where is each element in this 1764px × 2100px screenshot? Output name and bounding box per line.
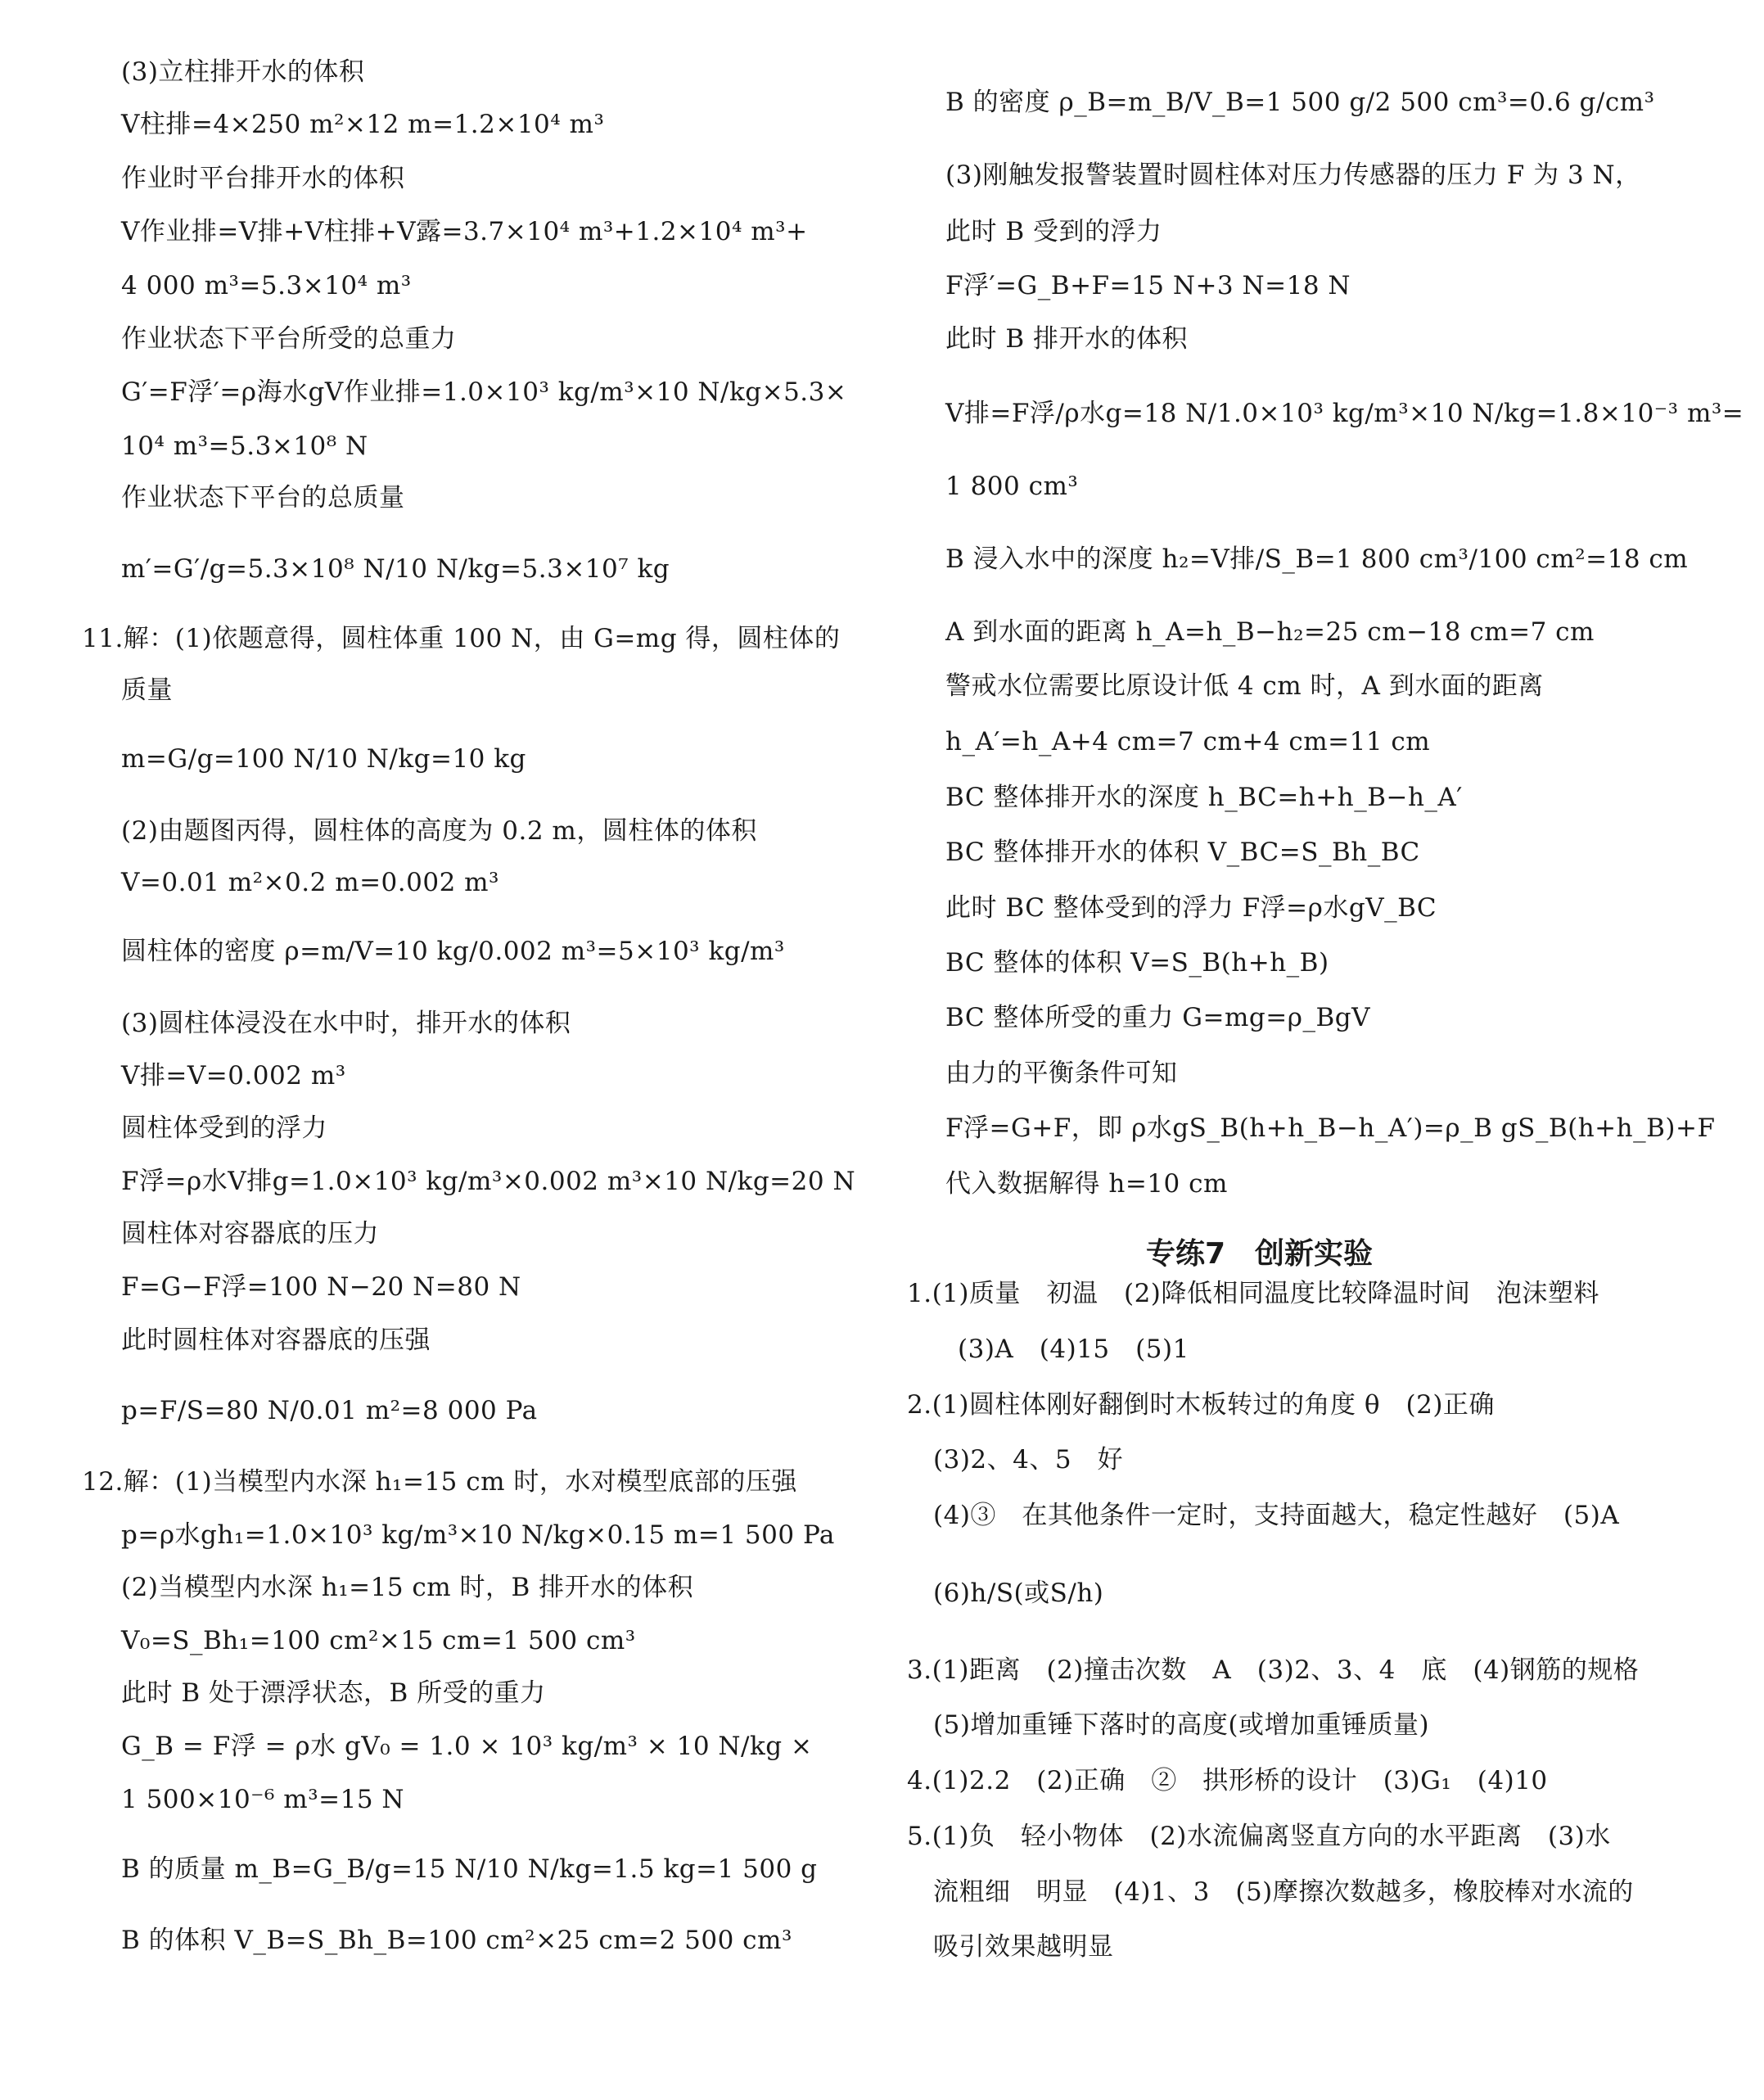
left_column-line: B 的质量 m_B=G_B/g=15 N/10 N/kg=1.5 kg=1 500 g: [121, 1854, 818, 1884]
left_column-line: 12.解：(1)当模型内水深 h₁=15 cm 时，水对模型底部的压强: [82, 1467, 797, 1497]
answers-line: (5)增加重锤下落时的高度(或增加重锤质量): [933, 1710, 1430, 1740]
right_column-line: 此时 B 受到的浮力: [945, 217, 1162, 246]
right_column-line: 代入数据解得 h=10 cm: [945, 1169, 1228, 1199]
right_column-line: V排=F浮/ρ水g=18 N/1.0×10³ kg/m³×10 N/kg=1.8×10⁻³ m³=: [945, 399, 1744, 428]
answers-line: 吸引效果越明显: [933, 1932, 1114, 1962]
left_column-line: 10⁴ m³=5.3×10⁸ N: [121, 431, 368, 461]
right_column-line: (3)刚触发报警装置时圆柱体对压力传感器的压力 F 为 3 N，: [945, 160, 1641, 190]
left_column-line: 11.解：(1)依题意得，圆柱体重 100 N，由 G=mg 得，圆柱体的: [82, 624, 841, 653]
right_column-line: 由力的平衡条件可知: [945, 1059, 1178, 1088]
right_column-line: BC 整体所受的重力 G=mg=ρ_BgV: [945, 1003, 1370, 1032]
left_column-line: p=F/S=80 N/0.01 m²=8 000 Pa: [121, 1396, 538, 1425]
left_column-line: B 的体积 V_B=S_Bh_B=100 cm²×25 cm=2 500 cm³: [121, 1926, 792, 1955]
answers-line: 2.(1)圆柱体刚好翻倒时木板转过的角度 θ (2)正确: [907, 1390, 1495, 1420]
answers-line: 5.(1)负 轻小物体 (2)水流偏离竖直方向的水平距离 (3)水: [907, 1822, 1611, 1851]
right_column-line: h_A′=h_A+4 cm=7 cm+4 cm=11 cm: [945, 727, 1431, 756]
left_column-line: 圆柱体的密度 ρ=m/V=10 kg/0.002 m³=5×10³ kg/m³: [121, 937, 785, 966]
left_column-line: 作业状态下平台所受的总重力: [121, 324, 457, 354]
answers-line: (3)A (4)15 (5)1: [958, 1335, 1189, 1364]
right_column-line: 警戒水位需要比原设计低 4 cm 时，A 到水面的距离: [945, 671, 1544, 701]
left_column-line: 作业时平台排开水的体积: [121, 164, 405, 193]
left_column-line: V作业排=V排+V柱排+V露=3.7×10⁴ m³+1.2×10⁴ m³+: [121, 217, 808, 246]
left_column-line: 作业状态下平台的总质量: [121, 483, 405, 513]
left_column-line: m=G/g=100 N/10 N/kg=10 kg: [121, 744, 526, 774]
answers-line: (3)2、4、5 好: [933, 1445, 1124, 1475]
left_column-line: (2)当模型内水深 h₁=15 cm 时，B 排开水的体积: [121, 1573, 694, 1602]
left_column-line: 圆柱体受到的浮力: [121, 1113, 327, 1143]
right_column-line: A 到水面的距离 h_A=h_B−h₂=25 cm−18 cm=7 cm: [945, 617, 1595, 647]
left_column-line: V₀=S_Bh₁=100 cm²×15 cm=1 500 cm³: [121, 1626, 636, 1655]
right_column-line: 此时 B 排开水的体积: [945, 324, 1188, 354]
section-title: 专练7 创新实验: [1146, 1237, 1374, 1271]
answers-line: 3.(1)距离 (2)撞击次数 A (3)2、3、4 底 (4)钢筋的规格: [907, 1655, 1640, 1685]
right_column-line: F浮′=G_B+F=15 N+3 N=18 N: [945, 271, 1351, 300]
answers-line: (6)h/S(或S/h): [933, 1578, 1104, 1608]
left_column-line: 此时圆柱体对容器底的压强: [121, 1325, 431, 1355]
left_column-line: m′=G′/g=5.3×10⁸ N/10 N/kg=5.3×10⁷ kg: [121, 554, 670, 584]
left_column-line: G_B = F浮 = ρ水 gV₀ = 1.0 × 10³ kg/m³ × 10 N/kg ×: [121, 1732, 813, 1761]
left_column-line: 4 000 m³=5.3×10⁴ m³: [121, 271, 412, 300]
answers-line: 流粗细 明显 (4)1、3 (5)摩擦次数越多，橡胶棒对水流的: [933, 1877, 1634, 1907]
left_column-line: 1 500×10⁻⁶ m³=15 N: [121, 1785, 405, 1814]
right_column-line: BC 整体排开水的体积 V_BC=S_Bh_BC: [945, 838, 1420, 867]
right_column-line: B 的密度 ρ_B=m_B/V_B=1 500 g/2 500 cm³=0.6 g/cm³: [945, 88, 1655, 117]
left_column-line: G′=F浮′=ρ海水gV作业排=1.0×10³ kg/m³×10 N/kg×5.3×: [121, 377, 847, 407]
left_column-line: (3)圆柱体浸没在水中时，排开水的体积: [121, 1009, 571, 1038]
answers-line: 1.(1)质量 初温 (2)降低相同温度比较降温时间 泡沫塑料: [907, 1279, 1599, 1308]
left_column-line: p=ρ水gh₁=1.0×10³ kg/m³×10 N/kg×0.15 m=1 500 Pa: [121, 1520, 835, 1550]
left_column-line: (3)立柱排开水的体积: [121, 57, 365, 87]
left_column-line: V排=V=0.002 m³: [121, 1061, 346, 1091]
right_column-line: F浮=G+F，即 ρ水gS_B(h+h_B−h_A′)=ρ_B gS_B(h+h_B)+F: [945, 1113, 1716, 1143]
right_column-line: BC 整体排开水的深度 h_BC=h+h_B−h_A′: [945, 783, 1463, 812]
right_column-line: 1 800 cm³: [945, 472, 1079, 501]
left_column-line: V柱排=4×250 m²×12 m=1.2×10⁴ m³: [121, 110, 605, 139]
left_column-line: F=G−F浮=100 N−20 N=80 N: [121, 1272, 521, 1302]
left_column-line: (2)由题图丙得，圆柱体的高度为 0.2 m，圆柱体的体积: [121, 816, 757, 846]
answers-line: (4)③ 在其他条件一定时，支持面越大，稳定性越好 (5)A: [933, 1501, 1620, 1530]
left_column-line: 圆柱体对容器底的压力: [121, 1219, 379, 1249]
left_column-line: V=0.01 m²×0.2 m=0.002 m³: [121, 868, 499, 897]
answers-line: 4.(1)2.2 (2)正确 ② 拱形桥的设计 (3)G₁ (4)10: [907, 1766, 1548, 1795]
right_column-line: B 浸入水中的深度 h₂=V排/S_B=1 800 cm³/100 cm²=18 cm: [945, 544, 1689, 574]
right_column-line: BC 整体的体积 V=S_B(h+h_B): [945, 948, 1329, 978]
right_column-line: 此时 BC 整体受到的浮力 F浮=ρ水gV_BC: [945, 893, 1437, 923]
left_column-line: 此时 B 处于漂浮状态，B 所受的重力: [121, 1678, 546, 1708]
left_column-line: 质量: [121, 675, 173, 705]
left_column-line: F浮=ρ水V排g=1.0×10³ kg/m³×0.002 m³×10 N/kg=20 N: [121, 1167, 856, 1196]
